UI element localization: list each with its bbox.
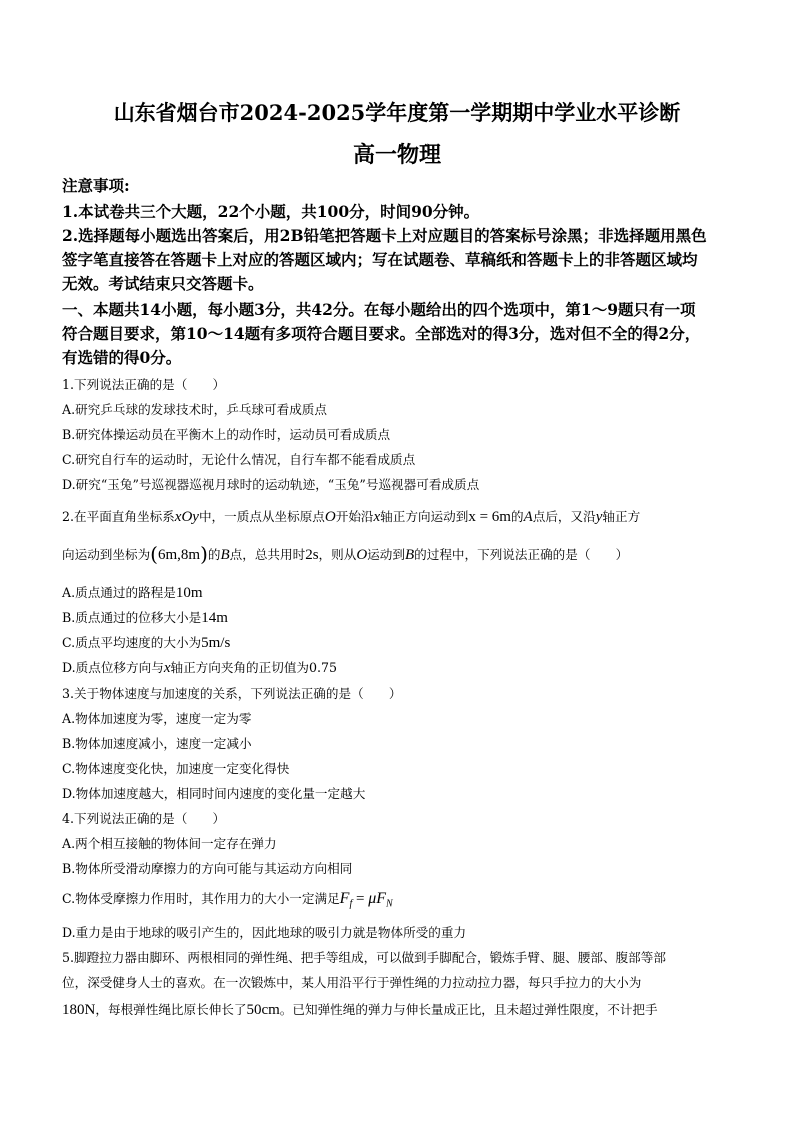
q1-option-d: D.研究“玉兔”号巡视器巡视月球时的运动轨迹，“玉兔”号巡视器可看成质点 xyxy=(62,477,480,492)
q2-position-equation: x = 6m xyxy=(468,509,511,525)
q2-stem-line-1 xyxy=(62,506,742,526)
q1-stem: 1.下列说法正确的是（ ） xyxy=(62,377,226,392)
q3-stem: 3.关于物体速度与加速度的关系，下列说法正确的是（ ） xyxy=(62,686,402,701)
q2-option-b xyxy=(62,607,742,627)
q2-option-d-text: D.质点位移方向与 xyxy=(62,660,164,675)
q4-stem: 4.下列说法正确的是（ ） xyxy=(62,811,226,826)
q4-option-b: B.物体所受滑动摩擦力的方向可能与其运动方向相同 xyxy=(62,861,353,876)
q2-stem-line-2 xyxy=(62,542,742,566)
q4-option-a: A.两个相互接触的物体间一定存在弹力 xyxy=(62,836,277,851)
q2-option-c xyxy=(62,632,742,652)
q4-normal-force-symbol: F xyxy=(376,890,387,907)
q2-option-c-value: 5m/s xyxy=(201,635,231,651)
q2-text: 2.在平面直角坐标系 xyxy=(62,509,175,524)
notice-item-2-line-2: 签字笔直接答在答题卡上对应的答题区域内；写在试题卷、草稿纸和答题卡上的非答题区域均 xyxy=(62,250,698,269)
q5-stem-line-1: 5.脚蹬拉力器由脚环、两根相同的弹性绳、把手等组成，可以做到手脚配合，锻炼手臂、腿、腰部、腹部等部 xyxy=(62,950,666,965)
section-1-line-1: 一、本题共14小题，每小题3分，共42分。在每小题给出的四个选项中，第1～9题只有一项 xyxy=(62,300,696,319)
q2-text: 的 xyxy=(207,547,221,562)
q2-text: 点后，又沿 xyxy=(532,509,596,524)
q2-y-axis: y xyxy=(595,509,603,525)
q4-option-c xyxy=(62,888,742,910)
q2-option-a-text: A.质点通过的路程是 xyxy=(62,585,176,600)
q5-extension-value: 50cm xyxy=(246,1002,280,1018)
q1-option-b: B.研究体操运动员在平衡木上的动作时，运动员可看成质点 xyxy=(62,427,391,442)
q3-option-d: D.物体加速度越大，相同时间内速度的变化量一定越大 xyxy=(62,786,366,801)
exam-subject: 高一物理 xyxy=(352,142,441,168)
notice-item-1: 1.本试卷共三个大题，22个小题，共100分，时间90分钟。 xyxy=(62,202,480,221)
q2-text: 的过程中，下列说法正确的是（ ） xyxy=(414,547,629,562)
q2-text: ，则从 xyxy=(318,547,357,562)
q2-paren-open: ( xyxy=(150,542,158,566)
q4-option-c-text: C.物体受摩擦力作用时，其作用力的大小一定满足 xyxy=(62,891,340,906)
q2-option-b-value: 14m xyxy=(201,610,228,626)
q2-text: 的 xyxy=(510,509,524,524)
q2-text: 点，总共用时 xyxy=(229,547,306,562)
q2-text: 轴正方 xyxy=(602,509,641,524)
q1-option-a: A.研究乒乓球的发球技术时，乒乓球可看成质点 xyxy=(62,402,327,417)
q2-option-a-value: 10m xyxy=(175,585,203,601)
q5-text: ，每根弹性绳比原长伸长了 xyxy=(95,1002,247,1017)
q2-text: 中，一质点从坐标原点 xyxy=(198,509,325,524)
q2-text: 开始沿 xyxy=(335,509,374,524)
q2-point-a: A xyxy=(523,509,533,525)
q2-coordinate-system: xOy xyxy=(174,509,199,525)
q1-option-c: C.研究自行车的运动时，无论什么情况，自行车都不能看成质点 xyxy=(62,452,416,467)
q4-friction-subscript: f xyxy=(349,898,353,910)
q5-text: 。已知弹性绳的弹力与伸长量成正比，且未超过弹性限度，不计把手 xyxy=(279,1002,658,1017)
q4-equals-sign: = xyxy=(352,891,369,907)
q4-option-d: D.重力是由于地球的吸引产生的，因此地球的吸引力就是物体所受的重力 xyxy=(62,925,467,940)
q5-stem-line-3 xyxy=(62,999,742,1019)
q2-text: 运动到 xyxy=(367,547,405,562)
q2-point-b: B xyxy=(404,547,415,563)
q2-origin: O xyxy=(356,547,368,563)
notice-heading: 注意事项: xyxy=(62,176,130,195)
q4-friction-coefficient: μ xyxy=(368,890,377,907)
q2-origin: O xyxy=(324,509,336,525)
q2-coordinates: 6m,8m xyxy=(157,547,201,563)
section-1-line-3: 有选错的得0分。 xyxy=(62,348,182,367)
section-1-line-2: 符合题目要求，第10～14题有多项符合题目要求。全部选对的得3分，选对但不全的得2分， xyxy=(62,324,701,343)
q2-point-b: B xyxy=(220,547,230,563)
notice-item-2-line-1: 2.选择题每小题选出答案后，用2B铅笔把答题卡上对应题目的答案标号涂黑；非选择题用黑色 xyxy=(62,226,707,245)
q2-option-d xyxy=(62,657,742,677)
q4-friction-force-symbol: F xyxy=(339,890,350,907)
q4-normal-subscript: N xyxy=(386,898,393,910)
q2-x-axis: x xyxy=(373,509,381,525)
q2-total-time: 2s xyxy=(305,547,319,563)
exam-title: 山东省烟台市2024-2025学年度第一学期期中学业水平诊断 xyxy=(113,100,681,125)
q2-text: 轴正方向运动到 xyxy=(380,509,469,524)
q3-option-c: C.物体速度变化快，加速度一定变化得快 xyxy=(62,761,290,776)
q2-paren-close: ) xyxy=(200,542,208,566)
q3-option-a: A.物体加速度为零，速度一定为零 xyxy=(62,711,252,726)
q2-option-c-text: C.质点平均速度的大小为 xyxy=(62,635,202,650)
q5-force-value: 180N xyxy=(62,1002,96,1018)
q2-option-b-text: B.质点通过的位移大小是 xyxy=(62,610,202,625)
q3-option-b: B.物体加速度减小，速度一定减小 xyxy=(62,736,252,751)
notice-item-2-line-3: 无效。考试结束只交答题卡。 xyxy=(62,274,264,293)
q2-option-d-x: x xyxy=(163,660,171,676)
q5-stem-line-2: 位，深受健身人士的喜欢。在一次锻炼中，某人用沿平行于弹性绳的力拉动拉力器，每只手拉力的大小为 xyxy=(62,975,642,990)
q2-text: 向运动到坐标为 xyxy=(62,547,151,562)
q2-option-a xyxy=(62,582,742,602)
q2-option-d-text: 轴正方向夹角的正切值为0.75 xyxy=(170,660,338,675)
